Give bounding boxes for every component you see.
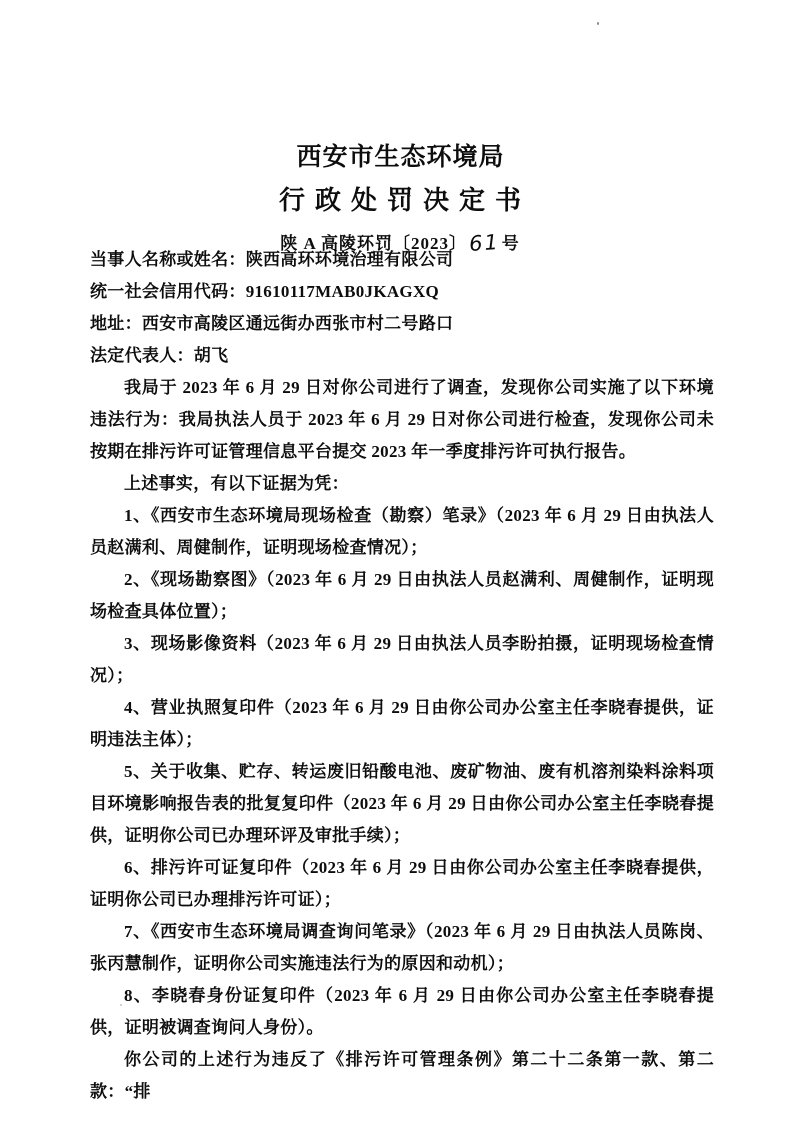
handwritten-case-number: 61 [468,229,501,257]
document-number-suffix: 号 [501,234,520,253]
document-body [90,244,714,1108]
evidence-item-6: 6、排污许可证复印件（2023 年 6 月 29 日由你公司办公室主任李晓春提供，证明你公司已办理排污许可证）； [90,858,714,909]
evidence-item-2: 2、《现场勘察图》（2023 年 6 月 29 日由执法人员赵满利、周健制作，证明现场检查具体位置）； [90,570,714,621]
violation-paragraph: 你公司的上述行为违反了《排污许可管理条例》第二十二条第一款、第二款：“排 [90,1050,714,1101]
evidence-item-7: 7、《西安市生态环境局调查询问笔录》（2023 年 6 月 29 日由执法人员陈岗、张丙慧制作，证明你公司实施违法行为的原因和动机）； [90,922,714,973]
agency-title: 西安市生态环境局 [296,144,505,171]
address-line: 地址：西安市高陵区通远街办西张市村二号路口 [90,314,454,333]
document-header [0,137,800,257]
evidence-item-3: 3、现场影像资料（2023 年 6 月 29 日由执法人员李盼拍摄，证明现场检查情况）； [90,634,714,685]
legal-representative-line: 法定代表人：胡飞 [90,346,229,365]
evidence-item-5: 5、关于收集、贮存、转运废旧铅酸电池、废矿物油、废有机溶剂染料涂料项目环境影响报告表的批复复印件（2023 年 6 月 29 日由你公司办公室主任李晓春提供，证明你公司已办理环评及审批手续）； [90,762,714,845]
evidence-item-1: 1、《西安市生态环境局现场检查（勘察）笔录》（2023 年 6 月 29 日由执法人员赵满利、周健制作，证明现场检查情况）； [90,506,714,557]
credit-code-line: 统一社会信用代码：91610117MAB0JKAGXQ [90,282,440,301]
evidence-intro: 上述事实，有以下证据为凭： [124,474,349,493]
document-title [0,180,800,217]
scan-artifact [597,22,599,25]
party-name-line: 当事人名称或姓名：陕西高环环境治理有限公司 [90,250,454,269]
document-title-text: 行政处罚决定书 [278,186,531,215]
document-number-prefix: 陕 A 高陵环罚〔2023〕 [280,234,468,253]
investigation-paragraph: 我局于 2023 年 6 月 29 日对你公司进行了调查，发现你公司实施了以下环境违法行为：我局执法人员于 2023 年 6 月 29 日对你公司进行检查，发现你公司未按期在排污许可证管理信息平台提交 2023 年一季度排污许可执行报告。 [90,378,714,461]
evidence-item-8: 8、李晓春身份证复印件（2023 年 6 月 29 日由你公司办公室主任李晓春提供，证明被调查询问人身份）。 [90,986,714,1037]
evidence-item-4: 4、营业执照复印件（2023 年 6 月 29 日由你公司办公室主任李晓春提供，证明违法主体）； [90,698,714,749]
